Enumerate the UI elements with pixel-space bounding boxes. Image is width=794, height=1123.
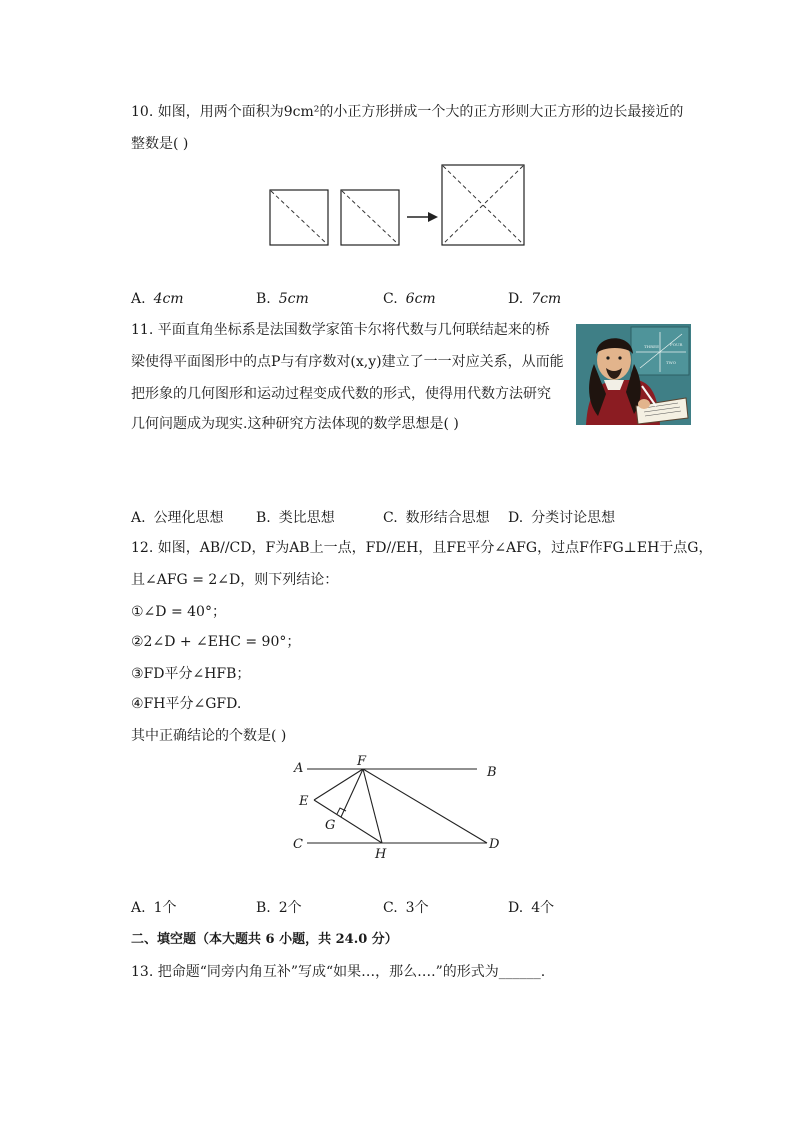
q10-stem-line2: 整数是( ) — [131, 136, 189, 152]
label-d: D — [489, 837, 500, 852]
q13-stem: 13. 把命题“同旁内角互补”写成“如果…，那么….”的形式为______. — [131, 964, 546, 980]
q11-stem-line4: 几何问题成为现实.这种研究方法体现的数学思想是( ) — [131, 416, 459, 432]
q10-figure — [262, 160, 532, 252]
q11-stem-line1: 11. 平面直角坐标系是法国数学家笛卡尔将代数与几何联结起来的桥 — [131, 322, 550, 338]
q10-option-b[interactable]: B. 5cm — [256, 291, 309, 307]
label-a: A — [294, 761, 304, 776]
board-label-three: THREE — [644, 344, 660, 349]
q12-conclusion-2: ②2∠D + ∠EHC = 90°； — [131, 634, 301, 650]
label-e: E — [299, 794, 309, 809]
q11-stem-line2: 梁使得平面图形中的点P与有序数对(x,y)建立了一一对应关系，从而能 — [131, 354, 564, 370]
q11-stem-line3: 把形象的几何图形和运动过程变成代数的形式，使得用代数方法研究 — [131, 386, 551, 402]
q12-option-c[interactable]: C. 3个 — [383, 900, 429, 916]
q12-option-b[interactable]: B. 2个 — [256, 900, 302, 916]
q10-stem-line1: 10. 如图，用两个面积为9cm²的小正方形拼成一个大的正方形则大正方形的边长最接近的 — [131, 104, 684, 120]
q11-option-a[interactable]: A. 公理化思想 — [131, 510, 224, 526]
label-g: G — [325, 818, 336, 833]
q11-option-d[interactable]: D. 分类讨论思想 — [508, 510, 616, 526]
q10-option-d[interactable]: D. 7cm — [508, 291, 562, 307]
board-label-two: TWO — [666, 360, 677, 365]
q12-option-a[interactable]: A. 1个 — [131, 900, 177, 916]
segment-fd — [363, 769, 487, 843]
section-heading: 二、填空题（本大题共 6 小题，共 24.0 分） — [131, 932, 398, 947]
label-h: H — [375, 847, 387, 862]
q11-option-b[interactable]: B. 类比思想 — [256, 510, 335, 526]
small-square-2-diagonal — [342, 191, 398, 244]
q10-option-c[interactable]: C. 6cm — [383, 291, 436, 307]
q12-stem-line2: 且∠AFG = 2∠D，则下列结论： — [131, 572, 339, 588]
q11-option-c[interactable]: C. 数形结合思想 — [383, 510, 490, 526]
descartes-portrait — [576, 324, 691, 425]
q12-conclusion-3: ③FD平分∠HFB； — [131, 666, 251, 682]
label-b: B — [487, 765, 497, 780]
label-f: F — [357, 754, 367, 769]
small-square-1-diagonal — [271, 191, 327, 244]
q12-geometry-figure — [285, 752, 515, 864]
q12-question: 其中正确结论的个数是( ) — [131, 728, 287, 744]
q10-option-a[interactable]: A. 4cm — [131, 291, 184, 307]
arrow-head-icon — [428, 212, 438, 222]
label-c: C — [293, 837, 303, 852]
q12-conclusion-4: ④FH平分∠GFD. — [131, 696, 242, 712]
q12-conclusion-1: ①∠D = 40°； — [131, 604, 226, 620]
segment-fh — [363, 769, 382, 843]
q12-option-d[interactable]: D. 4个 — [508, 900, 555, 916]
board-label-four: FOUR — [670, 342, 683, 347]
q12-stem-line1: 12. 如图，AB//CD，F为AB上一点，FD//EH，且FE平分∠AFG，过点F作FG⊥EH于点G， — [131, 540, 713, 556]
